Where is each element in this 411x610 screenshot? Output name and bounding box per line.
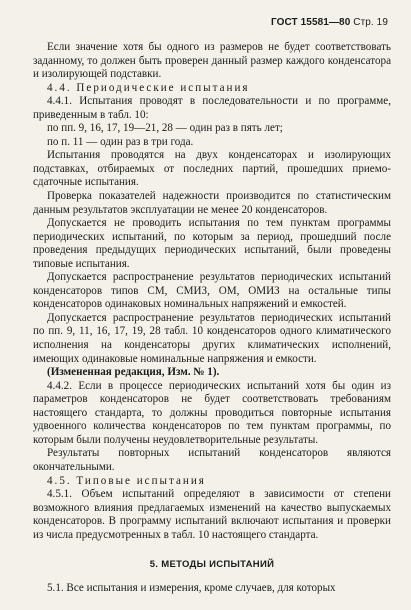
- paragraph: 4.4.1. Испытания проводят в последовательности и по программе, приведенным в табл. 10:: [33, 95, 391, 121]
- amendment-note: (Измененная редакция, Изм. № 1).: [47, 366, 220, 379]
- paragraph: Допускается не проводить испытания по тем пунктам программы периодических испытаний, по которым за период, прошедший после проведения предыдущих периодических испытаний, были проведены типовые испытания.: [33, 217, 391, 270]
- paragraph: Допускается распространение результатов периодических испытаний конденсаторов типов СМ, СМИЗ, ОМ, ОМИЗ на остальные типы конденсаторов одинаковых номинальных напряжений и емкостей.: [33, 271, 391, 311]
- paragraph: Допускается распространение результатов периодических испытаний по пп. 9, 11, 16, 17, 19, 28 табл. 10 конденсаторов одного климатического исполнения на конденсаторы других климатических исполнений, имеющих одинаковые номинальные напряжения и емкости.: [33, 311, 391, 365]
- document-body: [33, 41, 391, 595]
- paragraph: 5.1. Все испытания и измерения, кроме случаев, для которых: [47, 581, 336, 594]
- subsection-heading-4-4: 4.4. Периодические испытания: [47, 81, 250, 94]
- paragraph: 4.4.2. Если в процессе периодических испытаний хотя бы один из параметров конденсаторов не будет соответствовать требованиям настоящего стандарта, то должны проводиться повторные испытания удвоенного количества конденсаторов по тем пунктам программы, по которым были получены неудовлетворительные результаты.: [33, 379, 391, 446]
- page-header: [271, 17, 388, 28]
- paragraph: Испытания проводятся на двух конденсаторах и изолирующих подставках, отбираемых от последних партий, прошедших приемо-сдаточные испытания.: [33, 149, 391, 189]
- section-title: 5. МЕТОДЫ ИСПЫТАНИЙ: [149, 559, 275, 571]
- page-number: Стр. 19: [353, 17, 388, 28]
- standard-number: ГОСТ 15581—80: [270, 17, 351, 28]
- paragraph: 4.5.1. Объем испытаний определяют в зависимости от степени возможного влияния предлагаемых изменений на качество выпускаемых конденсаторов. В программу испытаний включают испытания и проверки из числа предусмотренных в табл. 10 настоящего стандарта.: [33, 488, 391, 541]
- list-item: по п. 11 — один раз в три года.: [47, 135, 194, 148]
- paragraph: Результаты повторных испытаний конденсаторов являются окончательными.: [33, 447, 391, 473]
- list-item: по пп. 9, 16, 17, 19—21, 28 — один раз в пять лет;: [47, 122, 283, 135]
- subsection-heading-4-5: 4.5. Типовые испытания: [47, 474, 206, 487]
- paragraph: Если значение хотя бы одного из размеров не будет соответствовать заданному, то должен быть проверен данный размер каждого конденсатора и изолирующей подставки.: [33, 41, 391, 81]
- paragraph: Проверка показателей надежности производится по статистическим данным результатов эксплуатации не менее 20 конденсаторов.: [33, 190, 391, 216]
